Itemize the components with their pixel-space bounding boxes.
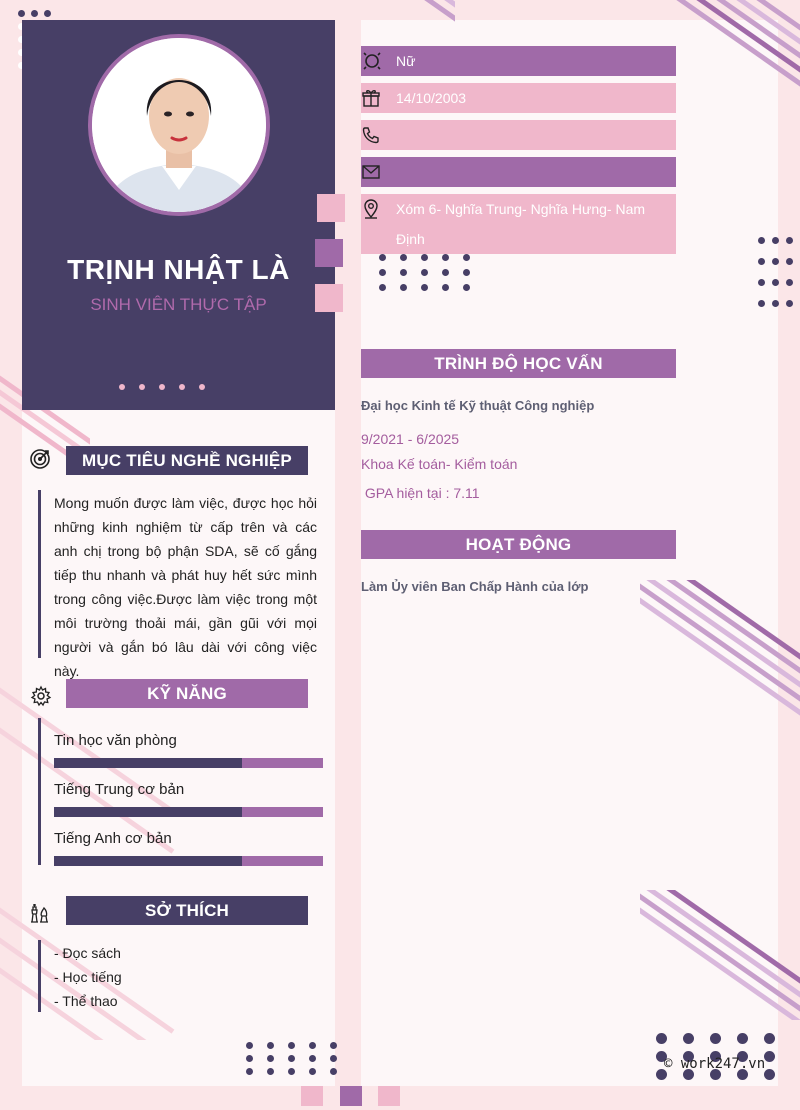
- contact-gender: [361, 46, 676, 76]
- skill-label: Tiếng Trung cơ bản: [54, 781, 185, 798]
- candidate-role: SINH VIÊN THỰC TẬP: [90, 295, 267, 314]
- location-icon: [361, 194, 395, 224]
- education-major: Khoa Kế toán- Kiểm toán: [361, 456, 518, 472]
- education-gpa: GPA hiện tại : 7.11: [361, 485, 480, 501]
- decor-hero-dots: [119, 384, 205, 390]
- activities-title: HOẠT ĐỘNG: [361, 530, 676, 559]
- skill-label: Tiếng Anh cơ bản: [54, 830, 172, 847]
- avatar-photo: [92, 38, 266, 212]
- skill-label: Tin học văn phòng: [54, 732, 177, 749]
- decor-square: [315, 239, 343, 267]
- hobby-item: - Thể thao: [54, 993, 118, 1009]
- hobby-item: - Học tiếng: [54, 969, 122, 985]
- phone-icon: [361, 120, 395, 150]
- contact-birthday: [361, 83, 676, 113]
- contact-address: [361, 194, 676, 254]
- hobby-item: - Đọc sách: [54, 945, 121, 961]
- decor-dots-under-contact: [379, 254, 470, 291]
- address-value: Xóm 6- Nghĩa Trung- Nghĩa Hưng- Nam Định: [396, 201, 646, 247]
- candidate-name: TRỊNH NHẬT LÀ: [67, 254, 290, 285]
- decor-stripes-header: [335, 0, 455, 45]
- decor-stripes-bottom-right: [640, 890, 800, 1020]
- mail-icon: [361, 157, 395, 187]
- birthday-value: 14/10/2003: [396, 90, 467, 106]
- objective-title: MỤC TIÊU NGHỀ NGHIỆP: [66, 446, 308, 475]
- contact-phone: [361, 120, 676, 150]
- gender-icon: [361, 46, 395, 76]
- hobbies-title: SỞ THÍCH: [66, 896, 308, 925]
- target-icon: [29, 448, 51, 470]
- decor-square: [315, 284, 343, 312]
- skill-level-fill: [54, 758, 242, 768]
- chess-icon: [27, 901, 49, 923]
- decor-square: [301, 1086, 323, 1106]
- gender-value: Nữ: [396, 53, 416, 69]
- activity-item: Làm Ủy viên Ban Chấp Hành của lớp: [361, 579, 589, 594]
- skill-level-fill: [54, 856, 242, 866]
- objective-text: Mong muốn được làm việc, được học hỏi những kinh nghiệm từ cấp trên và các anh chị trong bộ phận SDA, sẽ cố gắng tiếp thu nhanh và phát huy hết sức mình trong công việc.Được làm việc trong một môi trường thoải mái, gần gũi với mọi người và gắn bó lâu dài với công việc này.: [54, 495, 317, 679]
- skill-level-bar: [54, 758, 323, 768]
- phone-value: [395, 120, 396, 150]
- gift-icon: [361, 83, 395, 113]
- objective-bar: [38, 490, 41, 658]
- decor-square: [317, 194, 345, 222]
- decor-square: [340, 1086, 362, 1106]
- avatar: [88, 34, 270, 216]
- email-value: [395, 157, 396, 187]
- education-school: Đại học Kinh tế Kỹ thuật Công nghiệp: [361, 398, 595, 413]
- column-divider: [335, 20, 361, 1086]
- skill-level-fill: [54, 807, 242, 817]
- decor-stripes-mid-right: [640, 580, 800, 740]
- gear-icon: [30, 685, 52, 707]
- decor-square: [378, 1086, 400, 1106]
- skills-bar: [38, 718, 41, 865]
- decor-dots-right-edge: [758, 237, 793, 307]
- skills-title: KỸ NĂNG: [66, 679, 308, 708]
- decor-dots-bottom-left: [246, 1042, 337, 1075]
- hobbies-bar: [38, 940, 41, 1012]
- watermark: © work247.vn: [664, 1056, 766, 1072]
- skill-level-bar: [54, 856, 323, 866]
- contact-email: [361, 157, 676, 187]
- education-title: TRÌNH ĐỘ HỌC VẤN: [361, 349, 676, 378]
- skill-level-bar: [54, 807, 323, 817]
- education-period: 9/2021 - 6/2025: [361, 431, 460, 447]
